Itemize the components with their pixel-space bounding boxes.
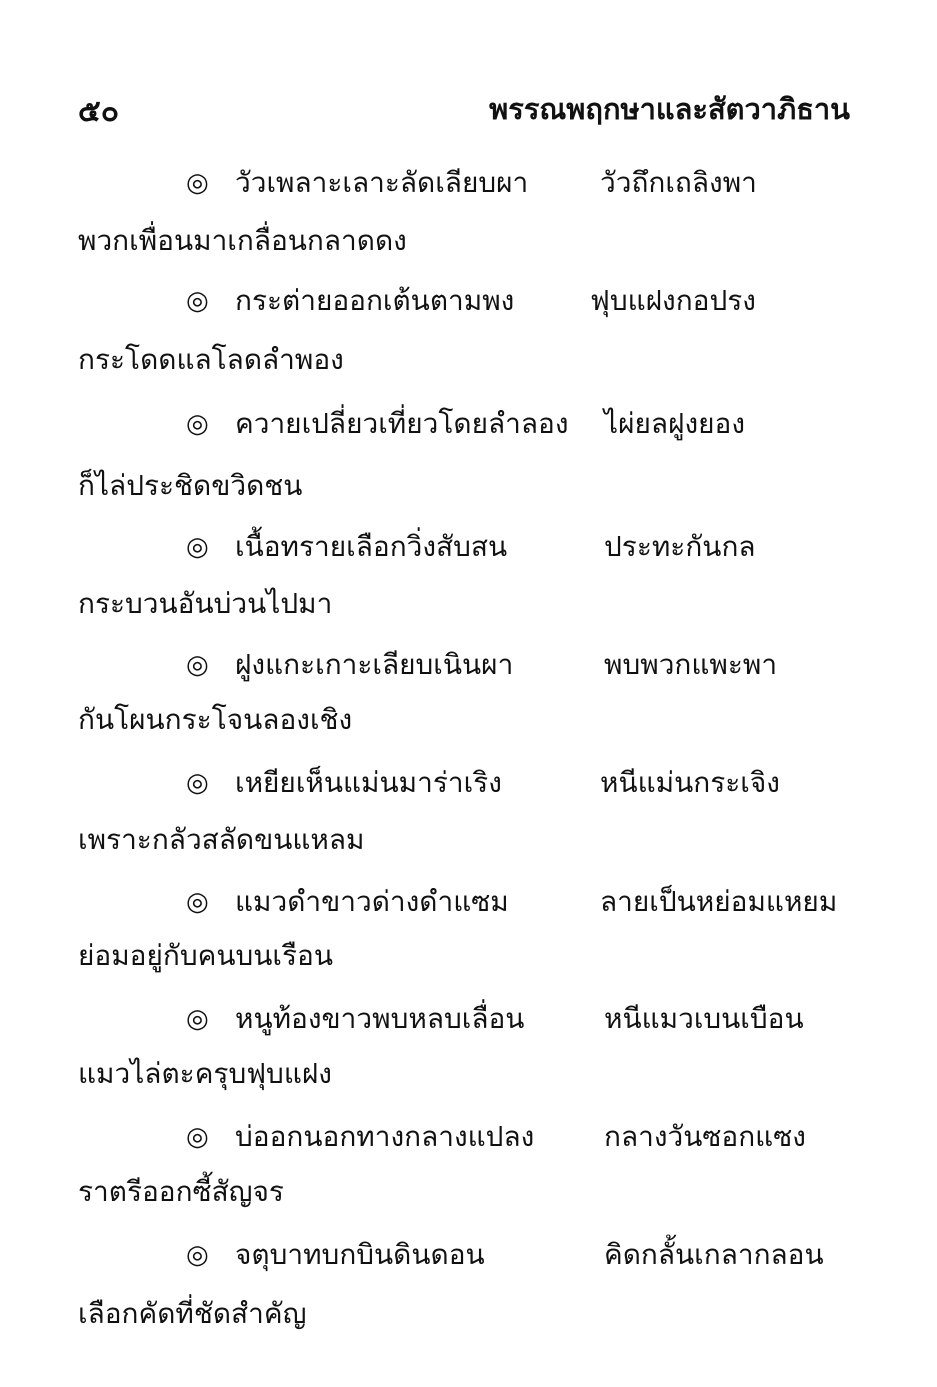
verse-second-half: คิดกลั้นเกลากลอน bbox=[604, 1238, 824, 1271]
verse-first-half: กระต่ายออกเต้นตามพง bbox=[235, 284, 515, 317]
verse-second-half: ลายเป็นหย่อมแหยม bbox=[600, 885, 838, 918]
verse-second-half: ฟุบแฝงกอปรง bbox=[590, 284, 756, 317]
bullet-icon: ◎ bbox=[186, 1004, 209, 1034]
bullet-icon: ◎ bbox=[186, 409, 209, 439]
verse-first-half: ควายเปลี่ยวเที่ยวโดยลำลอง bbox=[235, 407, 569, 440]
page-number: ๕๐ bbox=[78, 94, 120, 129]
verse-continuation: พวกเพื่อนมาเกลื่อนกลาดดง bbox=[78, 224, 407, 257]
verse-first-half: เนื้อทรายเลือกวิ่งสับสน bbox=[235, 530, 508, 563]
bullet-icon: ◎ bbox=[186, 650, 209, 680]
verse-continuation: กระโดดแลโลดลำพอง bbox=[78, 343, 344, 376]
verse-first-half: เหยียเห็นแม่นมาร่าเริง bbox=[235, 766, 502, 799]
verse-first-half: บ่ออกนอกทางกลางแปลง bbox=[235, 1120, 535, 1153]
verse-second-half: กลางวันซอกแซง bbox=[604, 1120, 806, 1153]
bullet-icon: ◎ bbox=[186, 1240, 209, 1270]
bullet-icon: ◎ bbox=[186, 1122, 209, 1152]
verse-continuation: แมวไล่ตะครุบฟุบแฝง bbox=[78, 1057, 332, 1090]
verse-first-half: ฝูงแกะเกาะเลียบเนินผา bbox=[235, 648, 514, 681]
verse-continuation: กระบวนอันบ่วนไปมา bbox=[78, 587, 333, 620]
verse-first-half: แมวดำขาวด่างดำแซม bbox=[235, 885, 509, 918]
verse-first-half: หนูท้องขาวพบหลบเลื่อน bbox=[235, 1002, 525, 1035]
bullet-icon: ◎ bbox=[186, 887, 209, 917]
verse-second-half: ประทะกันกล bbox=[604, 530, 756, 563]
verse-second-half: พบพวกแพะพา bbox=[604, 648, 778, 681]
verse-first-half: วัวเพลาะเลาะลัดเลียบผา bbox=[235, 166, 529, 199]
verse-second-half: วัวถึกเถลิงพา bbox=[600, 166, 757, 199]
verse-continuation: เลือกคัดที่ชัดสำคัญ bbox=[78, 1297, 307, 1330]
verse-second-half: หนีแม่นกระเจิง bbox=[600, 766, 780, 799]
verse-second-half: ไผ่ยลฝูงยอง bbox=[604, 407, 746, 440]
bullet-icon: ◎ bbox=[186, 168, 209, 198]
book-title: พรรณพฤกษาและสัตวาภิธาน bbox=[489, 92, 850, 126]
bullet-icon: ◎ bbox=[186, 532, 209, 562]
verse-continuation: ราตรีออกซี้สัญจร bbox=[78, 1175, 284, 1208]
verse-continuation: เพราะกลัวสลัดขนแหลม bbox=[78, 823, 365, 856]
verse-continuation: ก็ไล่ประชิดขวิดชน bbox=[78, 469, 303, 502]
verse-continuation: กันโผนกระโจนลองเชิง bbox=[78, 703, 353, 736]
bullet-icon: ◎ bbox=[186, 286, 209, 316]
verse-second-half: หนีแมวเบนเบือน bbox=[604, 1002, 804, 1035]
verse-first-half: จตุบาทบกบินดินดอน bbox=[235, 1238, 485, 1271]
verse-continuation: ย่อมอยู่กับคนบนเรือน bbox=[78, 939, 333, 972]
bullet-icon: ◎ bbox=[186, 768, 209, 798]
